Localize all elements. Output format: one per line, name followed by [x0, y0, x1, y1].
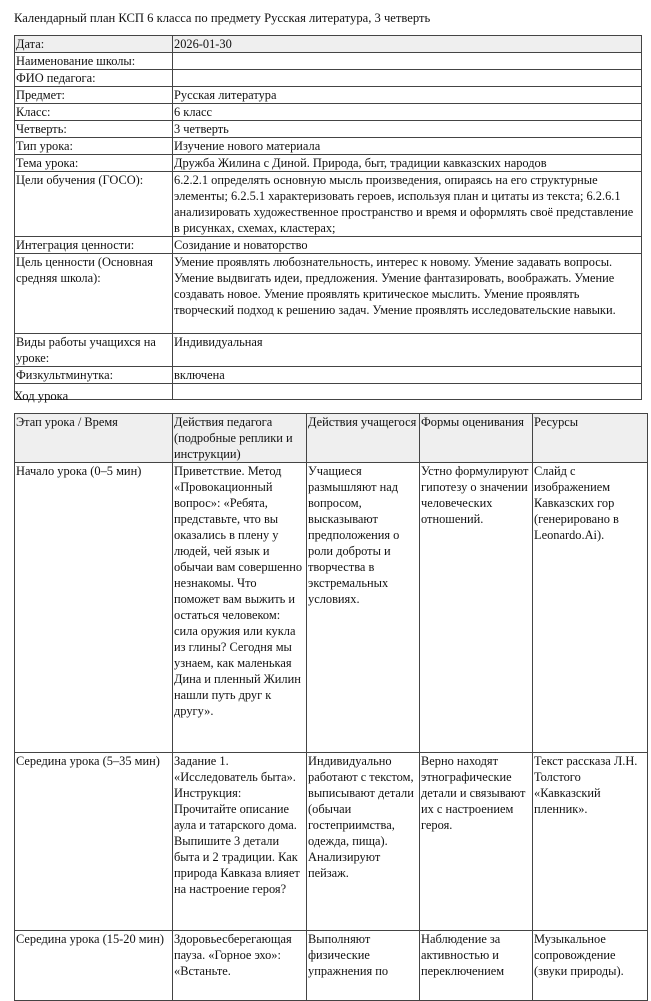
info-row	[15, 334, 642, 367]
lesson-row	[15, 753, 648, 931]
info-row	[15, 237, 642, 254]
assessment-form-cell: Устно формулируют гипотезу о значении человеческих отношений.	[420, 463, 533, 753]
info-value: 2026-01-30	[173, 36, 642, 53]
resources-cell: Текст рассказа Л.Н. Толстого «Кавказский пленник».	[533, 753, 648, 931]
info-value: включена	[173, 367, 642, 384]
resources-cell: Музыкальное сопровождение (звуки природы).	[533, 931, 648, 1001]
info-value: Созидание и новаторство	[173, 237, 642, 254]
header-resources: Ресурсы	[533, 414, 648, 463]
info-value	[173, 70, 642, 87]
lesson-stage-cell: Середина урока (15-20 мин)	[15, 931, 173, 1001]
info-value: Умение проявлять любознательность, интерес к новому. Умение задавать вопросы. Умение выдвигать идеи, предложения. Умение фантазировать, воображать. Умение создавать новое. Умение проявлять критическое мыслить. Умение проявлять творческий подход к решению задач. Умение проявлять исследовательские навыки.	[173, 254, 642, 334]
section-title-lesson-flow: Ход урока	[14, 389, 69, 403]
info-label: Тема урока:	[15, 155, 173, 172]
info-row	[15, 36, 642, 53]
info-value: Изучение нового материала	[173, 138, 642, 155]
lesson-stage-cell: Начало урока (0–5 мин)	[15, 463, 173, 753]
lesson-row	[15, 463, 648, 753]
info-label: Физкультминутка:	[15, 367, 173, 384]
lesson-row	[15, 931, 648, 1001]
document-title: Календарный план КСП 6 класса по предмету Русская литература, 3 четверть	[14, 11, 431, 25]
info-value: 6 класс	[173, 104, 642, 121]
info-row	[15, 367, 642, 384]
info-row	[15, 172, 642, 237]
info-label: Предмет:	[15, 87, 173, 104]
lesson-info-table	[14, 35, 642, 400]
info-label: Класс:	[15, 104, 173, 121]
header-teacher-actions: Действия педагога (подробные реплики и инструкции)	[173, 414, 307, 463]
info-row	[15, 70, 642, 87]
assessment-form-cell: Наблюдение за активностью и переключением	[420, 931, 533, 1001]
assessment-form-cell: Верно находят этнографические детали и связывают их с настроением героя.	[420, 753, 533, 931]
lesson-stage-cell: Середина урока (5–35 мин)	[15, 753, 173, 931]
teacher-actions-cell: Приветствие. Метод «Провокационный вопрос»: «Ребята, представьте, что вы оказались в плену у людей, чей язык и обычаи вам совершенно незнакомы. Что поможет вам выжить и остаться человеком: сила оружия или кукла из глины? Сегодня мы узнаем, как маленькая Дина и пленный Жилин нашли путь друг к другу».	[173, 463, 307, 753]
info-value: 6.2.2.1 определять основную мысль произведения, опираясь на его структурные элементы; 6.2.5.1 характеризовать героев, используя план и цитаты из текста; 6.2.6.1 анализировать художественное пространство и время и оформлять своё представление в рисунках, схемах, кластерах;	[173, 172, 642, 237]
info-value: Дружба Жилина с Диной. Природа, быт, традиции кавказских народов	[173, 155, 642, 172]
lesson-header-row	[15, 414, 648, 463]
info-row	[15, 254, 642, 334]
info-label: Тип урока:	[15, 138, 173, 155]
student-actions-cell: Индивидуально работают с текстом, выписывают детали (обычаи гостеприимства, одежда, пища). Анализируют пейзаж.	[307, 753, 420, 931]
header-student-actions: Действия учащегося	[307, 414, 420, 463]
info-row	[15, 138, 642, 155]
info-label: Интеграция ценности:	[15, 237, 173, 254]
student-actions-cell: Выполняют физические упражнения по	[307, 931, 420, 1001]
info-label: Дата:	[15, 36, 173, 53]
info-label: Наименование школы:	[15, 53, 173, 70]
info-value: 3 четверть	[173, 121, 642, 138]
info-value	[173, 384, 642, 400]
lesson-flow-table	[14, 413, 648, 1001]
info-value	[173, 53, 642, 70]
info-label: Цель ценности (Основная средняя школа):	[15, 254, 173, 334]
info-label: Четверть:	[15, 121, 173, 138]
info-row	[15, 384, 642, 400]
student-actions-cell: Учащиеся размышляют над вопросом, высказывают предположения о роли доброты и творчества в экстремальных условиях.	[307, 463, 420, 753]
info-row	[15, 104, 642, 121]
info-label: Виды работы учащихся на уроке:	[15, 334, 173, 367]
teacher-actions-cell: Здоровьесберегающая пауза. «Горное эхо»: «Встаньте.	[173, 931, 307, 1001]
teacher-actions-cell: Задание 1. «Исследователь быта». Инструкция: Прочитайте описание аула и татарского дома. Выпишите 3 детали быта и 2 традиции. Как природа Кавказа влияет на настроение героя?	[173, 753, 307, 931]
info-label: ФИО педагога:	[15, 70, 173, 87]
info-value: Индивидуальная	[173, 334, 642, 367]
info-value: Русская литература	[173, 87, 642, 104]
info-row	[15, 53, 642, 70]
info-row	[15, 121, 642, 138]
info-label: Цели обучения (ГОСО):	[15, 172, 173, 237]
resources-cell: Слайд с изображением Кавказских гор (генерировано в Leonardo.Ai).	[533, 463, 648, 753]
info-row	[15, 155, 642, 172]
header-stage: Этап урока / Время	[15, 414, 173, 463]
info-row	[15, 87, 642, 104]
header-assessment: Формы оценивания	[420, 414, 533, 463]
